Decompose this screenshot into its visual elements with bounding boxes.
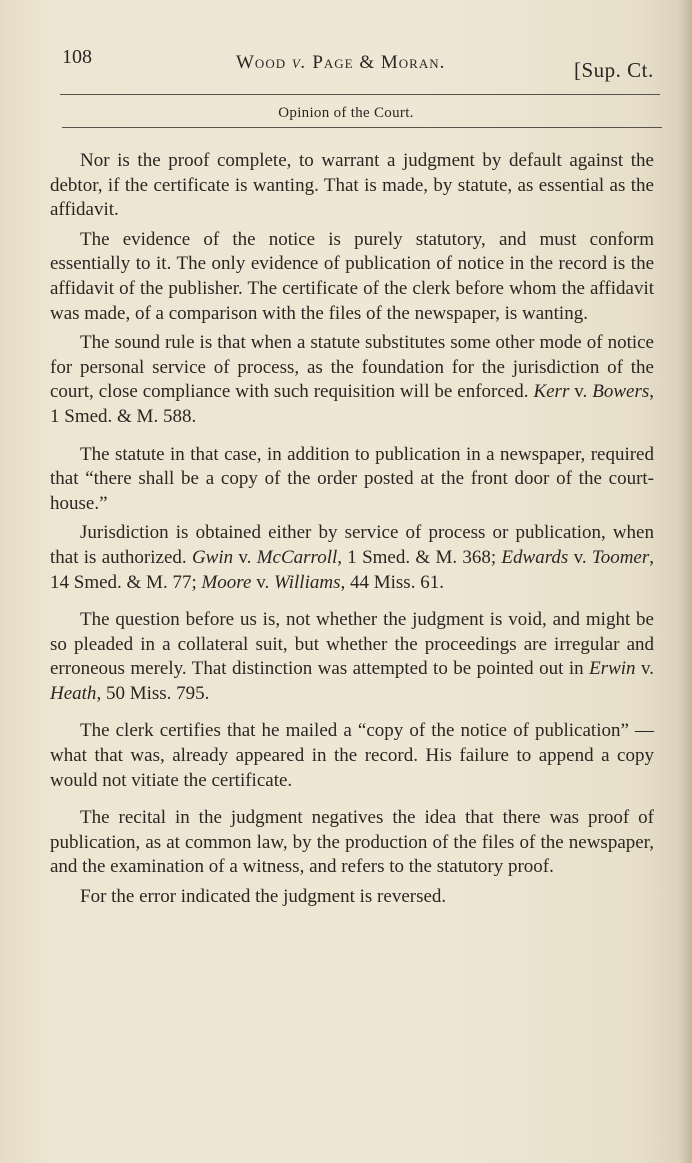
paragraph-5: Jurisdiction is obtained either by service of process or publication, when that is authorized. Gwin v. McCarroll, 1 Smed. & M. 368; Edwards v. Toomer, 14 Smed. & M. 77; Moore v. Williams, 44 Miss. 61.: [50, 522, 654, 593]
section-rule: [62, 127, 662, 128]
paragraph-4: The statute in that case, in addition to publication in a newspaper, required that “there shall be a copy of the order posted at the front door of the court-house.”: [50, 443, 654, 514]
citation-mccarroll: McCarroll: [256, 546, 338, 568]
citation-moore: Moore: [201, 571, 252, 593]
page-number: 108: [62, 46, 92, 68]
paragraph-7: The clerk certifies that he mailed a “copy of the notice of publication” — what that was, already appeared in the record. His failure to append a copy would not vitiate the certificate.: [50, 720, 654, 791]
citation-bowers: Bowers: [592, 381, 650, 403]
running-title-v: v.: [291, 52, 307, 73]
citation-erwin: Erwin: [589, 658, 636, 680]
paragraph-6: The question before us is, not whether the judgment is void, and might be so pleaded in a collateral suit, but whether the proceedings are irregular and erroneous merely. That distinction was attempted to be pointed out in Erwin v. Heath, 50 Miss. 795.: [50, 609, 654, 704]
citation-williams: Williams: [273, 571, 341, 593]
paragraph-2: The evidence of the notice is purely statutory, and must conform essentially to it. The only evidence of publication of notice in the record is the affidavit of the publisher. The certificate of the clerk before whom the affidavit was made, of a comparison with the files of the newspaper, is wanting.: [50, 228, 654, 324]
spine-shadow: [678, 0, 692, 1163]
paragraph-3-text: The sound rule is that when a statute substitutes some other mode of notice for personal service of process, as the foundation for the jurisdiction of the court, close compliance with such requisition will be enforced.: [50, 332, 654, 403]
running-title-right: Page & Moran.: [306, 52, 446, 73]
paragraph-3: The sound rule is that when a statute substitutes some other mode of notice for personal service of process, as the foundation for the jurisdiction of the court, close compliance with such requisition will be enforced. Kerr v. Bowers, 1 Smed. & M. 588.: [50, 332, 654, 427]
header-rule: [60, 94, 660, 95]
running-title-left: Wood: [236, 52, 292, 73]
citation-heath: Heath: [50, 682, 97, 704]
running-title: [236, 52, 445, 74]
paragraph-1: Nor is the proof complete, to warrant a judgment by default against the debtor, if the certificate is wanting. That is made, by statute, as essential as the affidavit.: [50, 150, 654, 221]
section-label: Opinion of the Court.: [278, 105, 414, 121]
citation-gwin: Gwin: [191, 546, 234, 568]
citation-kerr: Kerr: [533, 381, 570, 403]
court-abbrev: [Sup. Ct.: [574, 58, 654, 82]
running-header: [62, 44, 672, 88]
paragraph-9: For the error indicated the judgment is reversed.: [80, 886, 447, 908]
opinion-text: [50, 149, 654, 915]
citation-toomer: Toomer: [591, 546, 650, 568]
paragraph-8: The recital in the judgment negatives the idea that there was proof of publication, as at common law, by the production of the files of the newspaper, and the examination of a witness, and refers to the statutory proof.: [50, 807, 654, 878]
citation-edwards: Edwards: [501, 546, 569, 568]
